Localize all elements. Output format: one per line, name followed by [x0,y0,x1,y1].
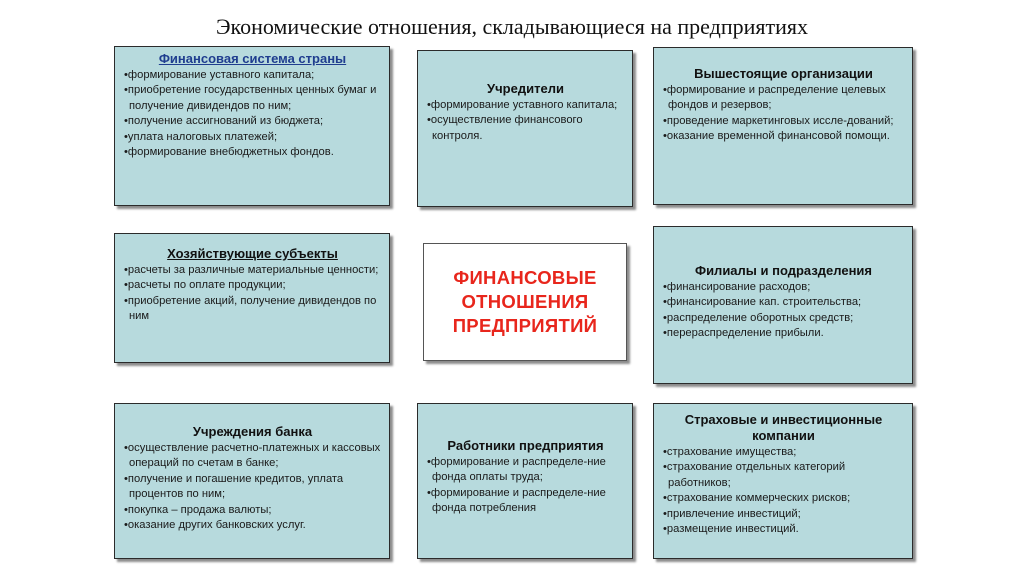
list-item: •получение и погашение кредитов, уплата процентов по ним; [124,472,344,501]
list-item: •привлечение инвестиций; [663,507,801,520]
box-business-entities [114,233,390,363]
list-item: •уплата налоговых платежей; [124,130,278,143]
box-title: Учредители [487,81,564,96]
box-insurance-investment [653,403,913,559]
list-item: •перераспределение прибыли. [663,327,824,340]
list-item: •покупка – продажа валюты; [124,503,272,516]
list-item: •расчеты за различные материальные ценности; [124,264,379,276]
list-item: •оказание временной финансовой помощи. [663,130,890,143]
list-item: •осуществление расчетно-платежных и кассовых операций по счетам в банке; [124,442,381,470]
list-item: •проведение маркетинговых иссле-дований; [663,114,894,127]
box-title: Хозяйствующие субъекты [167,246,338,261]
center-line: ПРЕДПРИЯТИЙ [452,315,598,336]
list-item: •размещение инвестиций. [663,523,799,536]
list-item: •формирование уставного капитала; [427,99,618,111]
item-list [122,263,383,325]
list-item: •осуществление финансового контроля. [427,114,583,142]
item-list [661,83,906,145]
list-item: •формирование внебюджетных фондов. [124,146,334,159]
item-list [425,455,626,517]
box-financial-system [114,46,390,206]
center-box [423,243,627,361]
box-superior-organizations [653,47,913,205]
box-founders [417,50,633,207]
box-title: Филиалы и подразделения [694,263,873,278]
box-title: Страховые и инвестиционные компании [684,412,883,443]
box-title: Финансовая система страны [158,51,347,66]
list-item: •финансирование кап. строительства; [663,296,862,309]
box-enterprise-workers [417,403,633,559]
item-list [661,445,906,537]
page-title: Экономические отношения, складывающиеся на предприятиях [215,14,808,39]
box-branches [653,226,913,384]
box-bank-institutions [114,403,390,559]
list-item: •приобретение государственных ценных бумаг и получение дивидендов по ним; [124,84,377,112]
list-item: •оказание других банковских услуг. [124,519,306,532]
list-item: •получение ассигнований из бюджета; [124,115,324,128]
center-title [453,266,598,338]
list-item: •приобретение акций, получение дивидендов по ним [124,294,377,323]
item-list [122,68,383,160]
box-title: Вышестоящие организации [694,66,873,81]
item-list [122,441,383,533]
list-item: •формирование и распределе-ние фонда потребления [427,486,606,515]
list-item: •распределение оборотных средств; [663,311,854,324]
item-list [661,280,906,342]
center-line: ОТНОШЕНИЯ [461,291,589,312]
box-title: Учреждения банка [192,424,313,439]
list-item: •страхование отдельных категорий работников; [663,461,846,489]
list-item: •формирование и распределение целевых фондов и резервов; [663,84,886,112]
list-item: •финансирование расходов; [663,281,811,293]
list-item: •страхование коммерческих рисков; [663,492,851,505]
list-item: •страхование имущества; [663,446,797,458]
box-title: Работники предприятия [447,438,604,453]
list-item: •формирование и распределе-ние фонда оплаты труда; [427,456,606,484]
item-list [425,98,626,144]
list-item: •формирование уставного капитала; [124,69,315,81]
center-line: ФИНАНСОВЫЕ [453,267,597,288]
list-item: •расчеты по оплате продукции; [124,279,286,292]
